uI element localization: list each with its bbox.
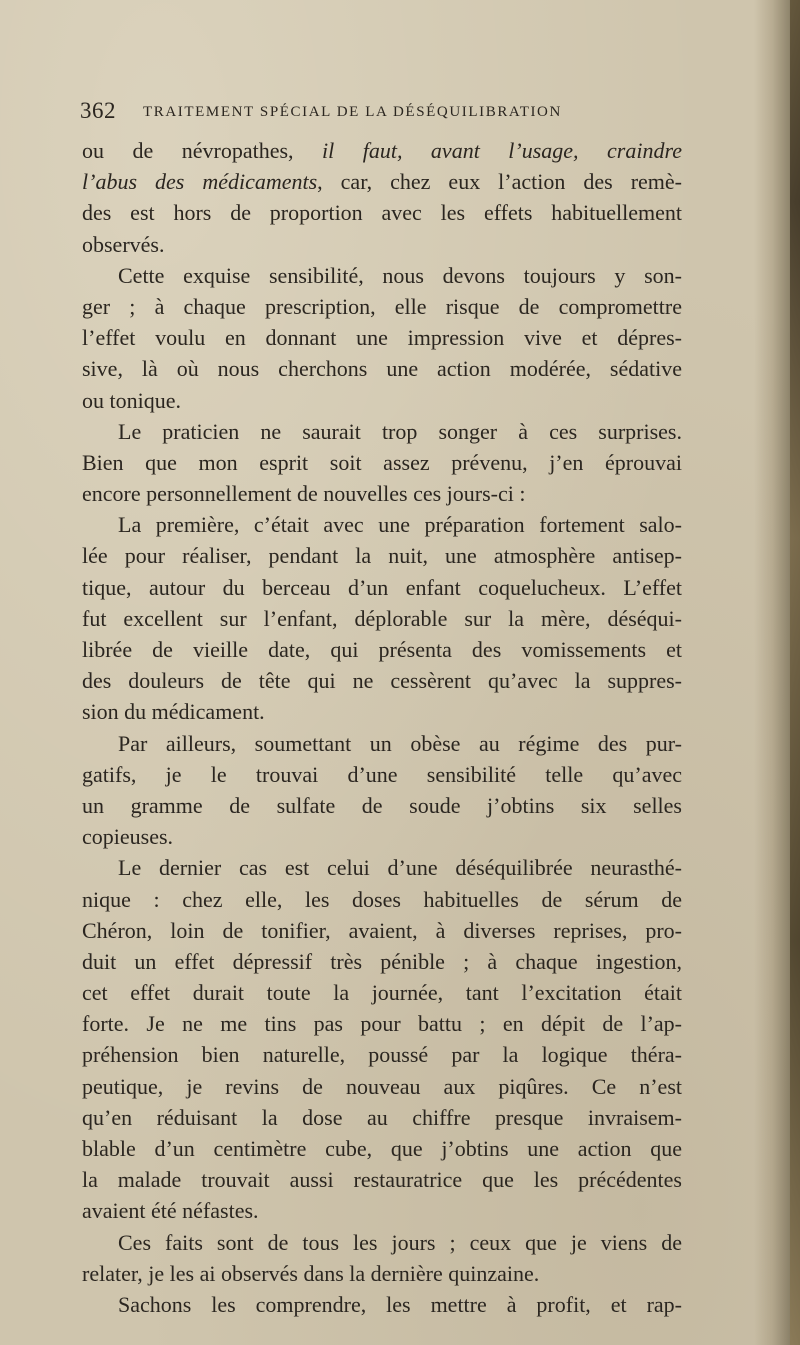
text-line [82,603,682,634]
text-segment: fut excellent sur l’enfant, déplorable sur la mère, déséqui- [82,605,682,631]
text-segment: Sachons les comprendre, les mettre à profit, et rap- [118,1291,682,1317]
text-segment: Cette exquise sensibilité, nous devons toujours y son- [118,262,682,288]
text-segment: Ces faits sont de tous les jours ; ceux que je viens de [118,1229,682,1255]
text-line [82,166,682,197]
text-segment: , car, chez eux l’action des remè- [317,169,682,195]
text-segment: gatifs, je le trouvai d’une sensibilité telle qu’avec [82,761,682,787]
text-line [82,759,682,790]
text-line [82,1039,682,1070]
text-line [82,821,682,852]
text-segment: Bien que mon esprit soit assez prévenu, j’en éprouvai [82,449,682,475]
text-line [82,728,682,759]
text-segment: copieuses. [82,824,174,850]
text-line [82,884,682,915]
text-segment: qu’en réduisant la dose au chiffre presque invraisem- [82,1104,682,1130]
page-header [80,98,700,130]
text-segment: des douleurs de tête qui ne cessèrent qu’avec la suppres- [82,668,682,694]
text-line [82,1227,682,1258]
text-line [82,385,682,416]
text-line [82,1008,682,1039]
text-line [82,509,682,540]
text-segment: ou tonique. [82,387,181,413]
text-segment: Le dernier cas est celui d’une déséquilibrée neurasthé- [118,855,682,881]
page-number: 362 [80,98,116,123]
text-segment: la malade trouvait aussi restauratrice que les précédentes [82,1167,682,1193]
text-line [82,1133,682,1164]
text-segment: La première, c’était avec une préparation fortement salo- [118,512,682,538]
text-line [82,946,682,977]
text-line [82,197,682,228]
text-line [82,634,682,665]
text-segment: tique, autour du berceau d’un enfant coquelucheux. L’effet [82,574,682,600]
text-line [82,1195,682,1226]
text-segment: cet effet durait toute la journée, tant l’excitation était [82,980,682,1006]
text-segment: l’effet voulu en donnant une impression vive et dépres- [82,325,682,351]
text-segment: duit un effet dépressif très pénible ; à chaque ingestion, [82,948,682,974]
text-line [82,665,682,696]
text-segment: lée pour réaliser, pendant la nuit, une atmosphère antisep- [82,543,682,569]
text-segment: Par ailleurs, soumettant un obèse au régime des pur- [118,730,682,756]
text-line [82,1289,682,1320]
text-segment: avaient été néfastes. [82,1198,259,1224]
text-line [82,229,682,260]
text-segment: préhension bien naturelle, poussé par la logique théra- [82,1042,682,1068]
text-segment: forte. Je ne me tins pas pour battu ; en dépit de l’ap- [82,1011,682,1037]
text-line [82,790,682,821]
body-text [82,135,682,1320]
text-line [82,291,682,322]
text-line [82,447,682,478]
text-segment: sive, là où nous cherchons une action modérée, sédative [82,356,682,382]
text-line [82,260,682,291]
text-line [82,977,682,1008]
text-line [82,135,682,166]
text-line [82,540,682,571]
text-segment: blable d’un centimètre cube, que j’obtins une action que [82,1136,682,1161]
text-line [82,572,682,603]
text-line [82,1102,682,1133]
italic-text: il faut, avant l’usage, craindre [322,138,682,163]
text-line [82,696,682,727]
text-segment: observés. [82,231,165,257]
text-line [82,852,682,883]
text-line [82,1164,682,1195]
text-segment: peutique, je revins de nouveau aux piqûres. Ce n’est [82,1073,682,1099]
book-edge-strip [790,0,800,1345]
text-line [82,1258,682,1289]
text-segment: ger ; à chaque prescription, elle risque de compromettre [82,293,682,319]
text-line [82,1071,682,1102]
text-segment: des est hors de proportion avec les effets habituellement [82,200,682,226]
text-segment: Le praticien ne saurait trop songer à ces surprises. [118,418,682,444]
italic-text: l’abus des médicaments [82,169,318,195]
text-segment: ou de névropathes, [82,138,323,163]
text-line [82,322,682,353]
text-line [82,915,682,946]
text-segment: librée de vieille date, qui présenta des vomissements et [82,637,682,662]
running-title: TRAITEMENT SPÉCIAL DE LA DÉSÉQUILIBRATION [143,104,562,120]
text-line [82,478,682,509]
text-segment: sion du médicament. [82,699,265,725]
text-segment: un gramme de sulfate de soude j’obtins six selles [82,792,682,818]
text-segment: nique : chez elle, les doses habituelles de sérum de [82,886,682,912]
text-segment: relater, je les ai observés dans la dernière quinzaine. [82,1260,540,1286]
text-segment: encore personnellement de nouvelles ces jours-ci : [82,481,526,507]
text-line [82,416,682,447]
text-segment: Chéron, loin de tonifier, avaient, à diverses reprises, pro- [82,917,682,943]
text-line [82,353,682,384]
